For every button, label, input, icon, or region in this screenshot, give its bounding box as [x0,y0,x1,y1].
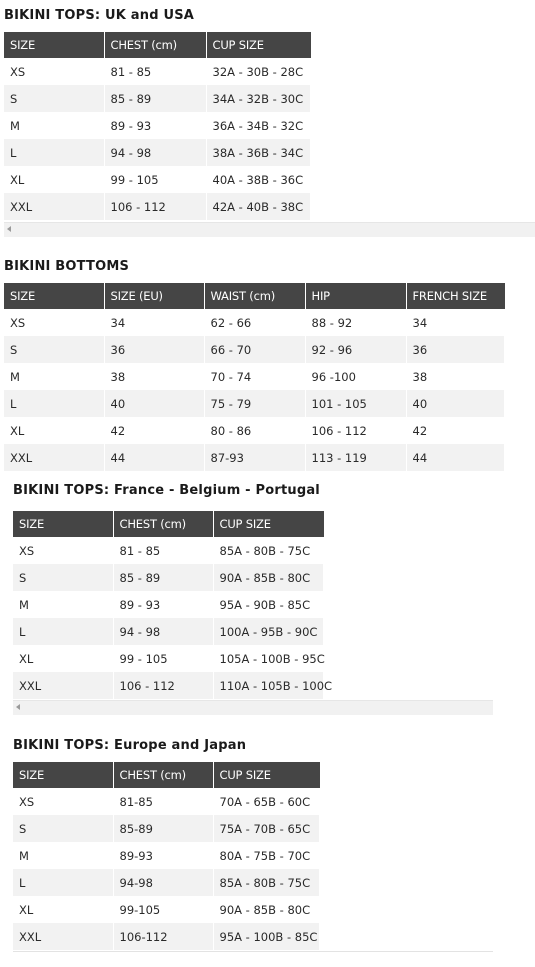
table-cell: XL [4,417,104,444]
table-cell: 62 - 66 [204,309,305,336]
table-cell: 87-93 [204,444,305,471]
table-cell: M [13,842,113,869]
table-cell: 44 [104,444,204,471]
table-cell: L [4,139,104,166]
column-header: SIZE [4,32,104,58]
table-row [4,363,504,390]
scroll-left-arrow-icon[interactable] [16,704,20,710]
table-cell: 101 - 105 [305,390,406,417]
table-cell: 94 - 98 [113,618,213,645]
table-row [4,112,310,139]
table-cell: 100A - 95B - 90C [213,618,323,645]
france-size-table [13,511,333,699]
table-cell: 85-89 [113,815,213,842]
table-row [4,139,310,166]
table-row [4,336,504,363]
table-cell: XS [13,537,113,564]
table-cell: 36A - 34B - 32C [206,112,310,139]
table-cell: 81-85 [113,788,213,815]
table-row [4,193,310,220]
table-cell: 99 - 105 [104,166,206,193]
table-cell: 99-105 [113,896,213,923]
table-cell: 110A - 105B - 100C [213,672,323,699]
table-row [4,444,504,471]
table-cell: 75A - 70B - 65C [213,815,319,842]
table-cell: 92 - 96 [305,336,406,363]
table-cell: 85A - 80B - 75C [213,537,323,564]
table-header-row [13,511,323,537]
france-heading: BIKINI TOPS: France - Belgium - Portugal [13,483,320,498]
column-header: SIZE [13,762,113,788]
table-row [13,591,323,618]
table-row [13,896,319,923]
table-row [13,672,323,699]
table-cell: 36 [406,336,504,363]
scroll-left-arrow-icon[interactable] [7,226,11,232]
table-cell: 89-93 [113,842,213,869]
column-header: CHEST (cm) [113,511,213,537]
table-row [4,309,504,336]
table-cell: M [13,591,113,618]
table-cell: S [13,564,113,591]
table-cell: 40 [104,390,204,417]
table-cell: 106 - 112 [305,417,406,444]
table-row [4,166,310,193]
table-cell: XL [13,896,113,923]
table-cell: 89 - 93 [113,591,213,618]
table-cell: 106 - 112 [113,672,213,699]
table-cell: 96 -100 [305,363,406,390]
table-row [13,645,323,672]
column-header: SIZE [13,511,113,537]
column-header: HIP [305,283,406,309]
table-cell: 32A - 30B - 28C [206,58,310,85]
table-row [13,618,323,645]
table-cell: S [13,815,113,842]
column-header: CHEST (cm) [104,32,206,58]
table-cell: 95A - 90B - 85C [213,591,323,618]
column-header: SIZE (EU) [104,283,204,309]
table-cell: 80 - 86 [204,417,305,444]
table-row [13,564,323,591]
column-header: SIZE [4,283,104,309]
table-row [13,815,319,842]
table-row [4,58,310,85]
table-cell: 113 - 119 [305,444,406,471]
table-cell: XS [13,788,113,815]
table-cell: XS [4,309,104,336]
table-cell: M [4,112,104,139]
table-row [13,869,319,896]
europe-japan-size-table [13,762,320,950]
table-row [13,537,323,564]
table-cell: 38 [104,363,204,390]
table-row [4,390,504,417]
column-header: CHEST (cm) [113,762,213,788]
bottoms-size-table [4,283,505,471]
table-cell: 81 - 85 [113,537,213,564]
table-cell: 81 - 85 [104,58,206,85]
table-row [13,788,319,815]
table-cell: 70A - 65B - 60C [213,788,319,815]
table-cell: 94-98 [113,869,213,896]
bottoms-heading: BIKINI BOTTOMS [4,259,130,274]
table-bottom-divider [13,951,493,952]
table-cell: 38A - 36B - 34C [206,139,310,166]
table-cell: XS [4,58,104,85]
table-cell: XL [4,166,104,193]
table-cell: 34A - 32B - 30C [206,85,310,112]
table-cell: S [4,85,104,112]
table-cell: XXL [4,193,104,220]
table-row [4,417,504,444]
table-cell: L [13,618,113,645]
table-cell: 38 [406,363,504,390]
table-cell: 85 - 89 [104,85,206,112]
table-header-row [4,32,310,58]
table-cell: 40 [406,390,504,417]
column-header: WAIST (cm) [204,283,305,309]
table-cell: 80A - 75B - 70C [213,842,319,869]
table-cell: XXL [13,923,113,950]
table-cell: S [4,336,104,363]
table-cell: XXL [13,672,113,699]
table-cell: 70 - 74 [204,363,305,390]
table-cell: 42A - 40B - 38C [206,193,310,220]
table-cell: M [4,363,104,390]
table-header-row [13,762,319,788]
table-cell: 42 [406,417,504,444]
table-cell: XXL [4,444,104,471]
uk-usa-horizontal-scrollbar[interactable] [4,222,535,237]
table-cell: 106-112 [113,923,213,950]
table-cell: L [4,390,104,417]
table-cell: 94 - 98 [104,139,206,166]
france-horizontal-scrollbar[interactable] [13,700,493,715]
table-row [13,923,319,950]
table-cell: 85A - 80B - 75C [213,869,319,896]
table-cell: XL [13,645,113,672]
table-cell: 36 [104,336,204,363]
table-header-row [4,283,504,309]
europe-japan-heading: BIKINI TOPS: Europe and Japan [13,738,247,753]
table-row [4,85,310,112]
table-cell: L [13,869,113,896]
table-cell: 85 - 89 [113,564,213,591]
table-cell: 75 - 79 [204,390,305,417]
table-cell: 34 [406,309,504,336]
table-cell: 44 [406,444,504,471]
table-cell: 42 [104,417,204,444]
uk-usa-size-table [4,32,311,220]
table-cell: 40A - 38B - 36C [206,166,310,193]
column-header: CUP SIZE [206,32,310,58]
table-cell: 105A - 100B - 95C [213,645,323,672]
column-header: CUP SIZE [213,511,323,537]
uk-usa-heading: BIKINI TOPS: UK and USA [4,8,195,23]
table-row [13,842,319,869]
table-cell: 99 - 105 [113,645,213,672]
table-cell: 88 - 92 [305,309,406,336]
table-cell: 66 - 70 [204,336,305,363]
column-header: CUP SIZE [213,762,319,788]
table-cell: 34 [104,309,204,336]
table-cell: 95A - 100B - 85C [213,923,319,950]
table-cell: 106 - 112 [104,193,206,220]
table-cell: 90A - 85B - 80C [213,896,319,923]
table-cell: 90A - 85B - 80C [213,564,323,591]
table-cell: 89 - 93 [104,112,206,139]
column-header: FRENCH SIZE [406,283,504,309]
